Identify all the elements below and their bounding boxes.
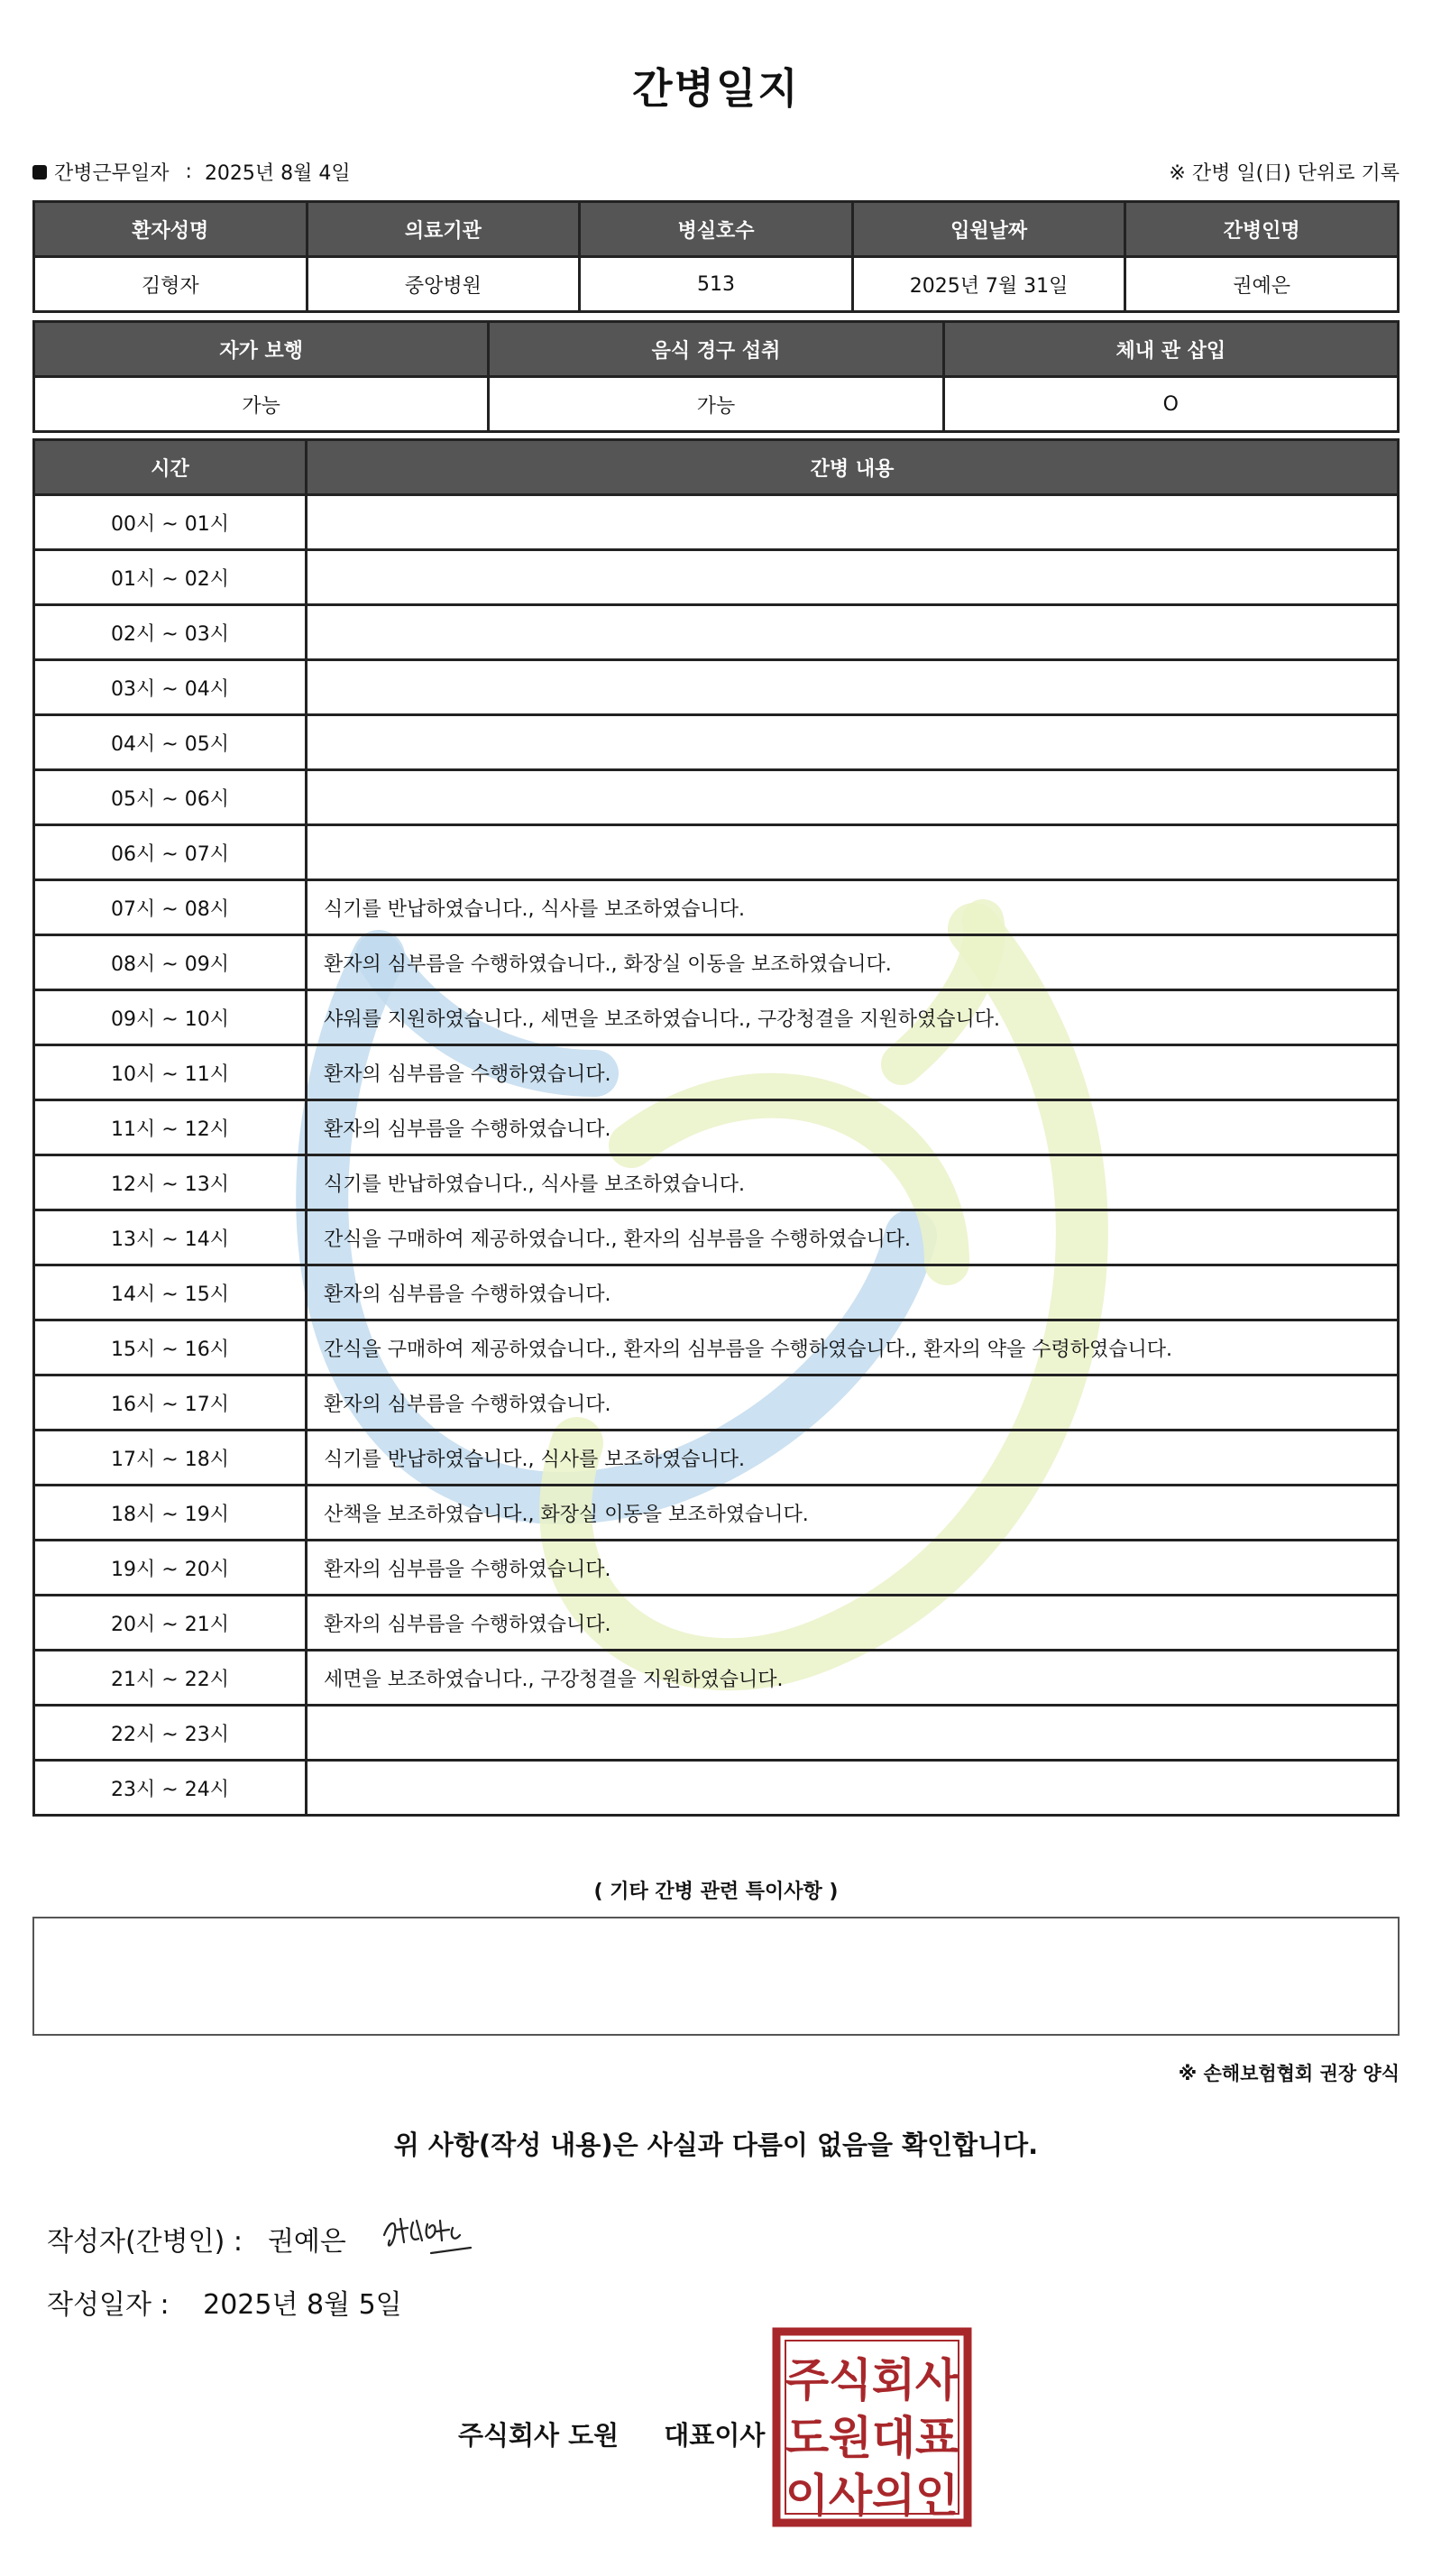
patient-name: 김형자 [34, 257, 308, 312]
table-row [34, 660, 1399, 715]
special-notes-title: ( 기타 간병 관련 특이사항 ) [593, 1881, 839, 1903]
table-row [34, 770, 1399, 825]
admission-date: 2025년 7월 31일 [852, 257, 1125, 312]
table-row [34, 1155, 1399, 1210]
time-cell: 02시 ~ 03시 [34, 605, 307, 660]
content-cell: 환자의 심부름을 수행하였습니다. [307, 1375, 1399, 1431]
table-row [34, 1320, 1399, 1375]
patient-info-table [32, 200, 1400, 313]
content-cell [307, 715, 1399, 770]
content-cell: 간식을 구매하여 제공하였습니다., 환자의 심부름을 수행하였습니다., 환자의 약을 수령하였습니다. [307, 1320, 1399, 1375]
time-cell: 20시 ~ 21시 [34, 1596, 307, 1651]
time-cell: 11시 ~ 12시 [34, 1100, 307, 1155]
header-time: 시간 [34, 440, 307, 495]
content-cell [307, 1706, 1399, 1761]
time-cell: 05시 ~ 06시 [34, 770, 307, 825]
header-tube-insertion: 체내 관 삽입 [943, 322, 1398, 377]
time-cell: 21시 ~ 22시 [34, 1651, 307, 1706]
self-walking-value: 가능 [34, 377, 489, 432]
time-cell: 18시 ~ 19시 [34, 1486, 307, 1541]
table-row [34, 1375, 1399, 1431]
work-date-label: 간병근무일자 [54, 162, 170, 185]
table-row [34, 495, 1399, 550]
table-row [34, 1541, 1399, 1596]
caregiver-name: 권예은 [1125, 257, 1399, 312]
table-row [34, 1265, 1399, 1320]
table-row [34, 377, 1399, 432]
header-caregiver-name: 간병인명 [1125, 202, 1399, 257]
content-cell: 환자의 심부름을 수행하였습니다. [307, 1045, 1399, 1100]
author-row [47, 2219, 346, 2259]
written-date-label: 작성일자 : [47, 2289, 170, 2321]
room-number: 513 [580, 257, 853, 312]
time-cell: 16시 ~ 17시 [34, 1375, 307, 1431]
seal-character: 표 [914, 2412, 959, 2464]
seal-character: 주 [785, 2354, 830, 2406]
document-title: 간병일지 [632, 64, 800, 113]
table-row [34, 1761, 1399, 1816]
header-hospital: 의료기관 [307, 202, 580, 257]
header-self-walking: 자가 보행 [34, 322, 489, 377]
table-row [34, 1486, 1399, 1541]
content-cell [307, 660, 1399, 715]
handwritten-signature-icon [377, 2201, 476, 2264]
content-cell: 환자의 심부름을 수행하였습니다., 화장실 이동을 보조하였습니다. [307, 935, 1399, 990]
seal-character: 사 [914, 2354, 959, 2406]
content-cell [307, 770, 1399, 825]
time-cell: 14시 ~ 15시 [34, 1265, 307, 1320]
time-cell: 23시 ~ 24시 [34, 1761, 307, 1816]
time-cell: 04시 ~ 05시 [34, 715, 307, 770]
table-row [34, 935, 1399, 990]
company-seal-icon [772, 2327, 972, 2527]
time-cell: 22시 ~ 23시 [34, 1706, 307, 1761]
square-bullet-icon [32, 165, 47, 179]
time-cell: 07시 ~ 08시 [34, 880, 307, 935]
hourly-care-log-table [32, 438, 1400, 1817]
seal-character: 의 [871, 2470, 916, 2522]
time-cell: 01시 ~ 02시 [34, 550, 307, 605]
content-cell: 세면을 보조하였습니다., 구강청결을 지원하였습니다. [307, 1651, 1399, 1706]
seal-character: 도 [785, 2412, 830, 2464]
table-row [34, 990, 1399, 1045]
content-cell: 환자의 심부름을 수행하였습니다. [307, 1100, 1399, 1155]
table-header-row [34, 440, 1399, 495]
header-admission-date: 입원날짜 [852, 202, 1125, 257]
content-cell: 식기를 반납하였습니다., 식사를 보조하였습니다. [307, 1155, 1399, 1210]
table-row [34, 715, 1399, 770]
work-date-row [32, 158, 351, 186]
time-cell: 15시 ~ 16시 [34, 1320, 307, 1375]
seal-character: 인 [914, 2470, 959, 2522]
author-label: 작성자(간병인) : [47, 2226, 243, 2258]
table-row [34, 257, 1399, 312]
tube-insertion-value: O [943, 377, 1398, 432]
seal-character: 사 [828, 2470, 873, 2522]
work-date-colon: : [185, 161, 192, 183]
table-row [34, 1045, 1399, 1100]
content-cell [307, 550, 1399, 605]
time-cell: 09시 ~ 10시 [34, 990, 307, 1045]
table-row [34, 1210, 1399, 1265]
table-header-row [34, 202, 1399, 257]
table-row [34, 1596, 1399, 1651]
work-date-value: 2025년 8월 4일 [204, 162, 351, 185]
confirmation-statement: 위 사항(작성 내용)은 사실과 다름이 없음을 확인합니다. [393, 2130, 1039, 2160]
written-date-row [47, 2282, 402, 2322]
table-row [34, 1706, 1399, 1761]
time-cell: 08시 ~ 09시 [34, 935, 307, 990]
company-row [458, 2415, 765, 2452]
table-row [34, 605, 1399, 660]
table-row [34, 550, 1399, 605]
time-cell: 12시 ~ 13시 [34, 1155, 307, 1210]
content-cell [307, 495, 1399, 550]
table-row [34, 825, 1399, 880]
content-cell: 샤워를 지원하였습니다., 세면을 보조하였습니다., 구강청결을 지원하였습니다. [307, 990, 1399, 1045]
table-header-row [34, 322, 1399, 377]
table-row [34, 880, 1399, 935]
time-cell: 13시 ~ 14시 [34, 1210, 307, 1265]
table-row [34, 1431, 1399, 1486]
table-row [34, 1651, 1399, 1706]
time-cell: 00시 ~ 01시 [34, 495, 307, 550]
content-cell: 산책을 보조하였습니다., 화장실 이동을 보조하였습니다. [307, 1486, 1399, 1541]
content-cell: 환자의 심부름을 수행하였습니다. [307, 1265, 1399, 1320]
header-room-number: 병실호수 [580, 202, 853, 257]
content-cell: 식기를 반납하였습니다., 식사를 보조하였습니다. [307, 880, 1399, 935]
seal-character: 대 [871, 2412, 916, 2464]
table-row [34, 1100, 1399, 1155]
special-notes-box [32, 1917, 1400, 2036]
author-name: 권예은 [267, 2226, 346, 2258]
oral-intake-value: 가능 [489, 377, 943, 432]
header-care-content: 간병 내용 [307, 440, 1399, 495]
header-oral-intake: 음식 경구 섭취 [489, 322, 943, 377]
company-name: 주식회사 도원 [458, 2420, 620, 2451]
representative-title: 대표이사 [664, 2420, 766, 2451]
hospital-name: 중앙병원 [307, 257, 580, 312]
time-cell: 19시 ~ 20시 [34, 1541, 307, 1596]
content-cell: 식기를 반납하였습니다., 식사를 보조하였습니다. [307, 1431, 1399, 1486]
content-cell [307, 825, 1399, 880]
content-cell: 환자의 심부름을 수행하였습니다. [307, 1541, 1399, 1596]
seal-character: 원 [828, 2412, 873, 2464]
content-cell: 환자의 심부름을 수행하였습니다. [307, 1596, 1399, 1651]
patient-condition-table [32, 320, 1400, 433]
daily-record-note: ※ 간병 일(日) 단위로 기록 [1169, 162, 1400, 185]
written-date-value: 2025년 8월 5일 [203, 2289, 402, 2321]
seal-character: 식 [828, 2354, 873, 2406]
header-patient-name: 환자성명 [34, 202, 308, 257]
time-cell: 17시 ~ 18시 [34, 1431, 307, 1486]
recommended-form-note: ※ 손해보험협회 권장 양식 [1178, 2063, 1400, 2084]
seal-character: 이 [785, 2470, 830, 2522]
content-cell [307, 1761, 1399, 1816]
time-cell: 06시 ~ 07시 [34, 825, 307, 880]
content-cell [307, 605, 1399, 660]
seal-character: 회 [871, 2354, 916, 2406]
time-cell: 03시 ~ 04시 [34, 660, 307, 715]
content-cell: 간식을 구매하여 제공하였습니다., 환자의 심부름을 수행하였습니다. [307, 1210, 1399, 1265]
time-cell: 10시 ~ 11시 [34, 1045, 307, 1100]
